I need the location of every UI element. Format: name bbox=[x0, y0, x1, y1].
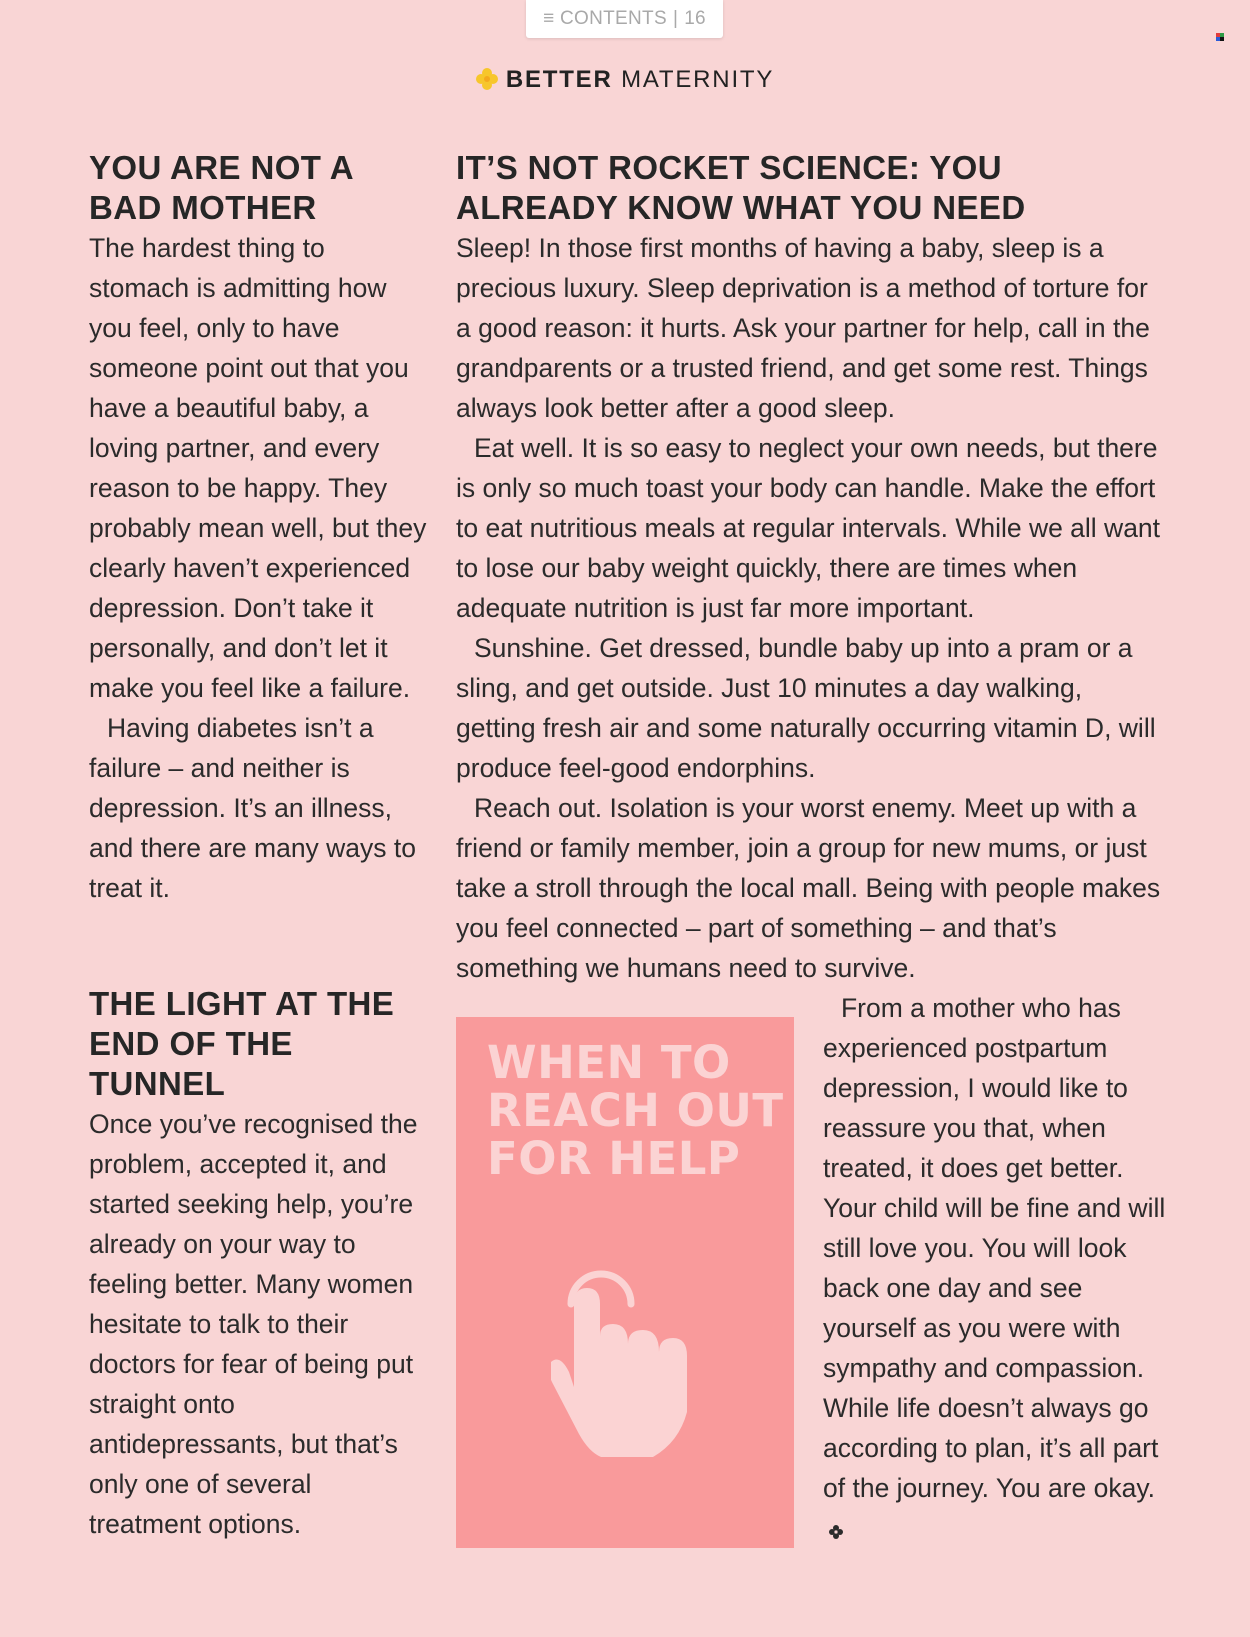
section-heading: IT’S NOT ROCKET SCIENCE: YOU ALREADY KNOW WHAT YOU NEED bbox=[456, 149, 1026, 226]
section-heading: THE LIGHT AT THE END OF THE TUNNEL bbox=[89, 985, 395, 1102]
closing-text bbox=[823, 988, 1173, 1548]
end-mark-icon bbox=[829, 1525, 843, 1539]
body-paragraph: The hardest thing to stomach is admitting how you feel, only to have someone point out that you have a beautiful baby, a loving partner, and every reason to be happy. They probably mean well, but they clearly haven’t experienced depression. Don’t take it personally, and don’t let it make you feel like a failure. bbox=[89, 233, 427, 703]
pointing-hand-icon bbox=[551, 1252, 701, 1457]
body-paragraph: Reach out. Isolation is your worst enemy. Meet up with a friend or family member, join a group for new mums, or just take a stroll through the local mall. Being with people makes you feel connected – part of something – and that’s something we humans need to survive. bbox=[456, 793, 1161, 983]
contents-label: ≡ CONTENTS bbox=[543, 8, 667, 29]
help-callout-box[interactable] bbox=[456, 1017, 794, 1548]
body-paragraph: Once you’ve recognised the problem, accepted it, and started seeking help, you’re already on your way to feeling better. Many women hesitate to talk to their doctors for fear of being put straight onto antidepressants, but that’s only one of several treatment options. bbox=[89, 1109, 418, 1539]
flower-icon bbox=[476, 68, 498, 90]
section-rocket-science bbox=[456, 148, 1166, 988]
color-mark-icon bbox=[1216, 33, 1224, 41]
page-number: 16 bbox=[684, 8, 706, 29]
section-name-bold: BETTER bbox=[505, 66, 613, 93]
section-heading: YOU ARE NOT A BAD MOTHER bbox=[89, 149, 353, 226]
section-masthead bbox=[0, 66, 1250, 94]
section-name-light: MATERNITY bbox=[621, 66, 775, 93]
body-paragraph: Sleep! In those first months of having a baby, sleep is a precious luxury. Sleep deprivation is a method of torture for a good reason: it hurts. Ask your partner for help, call in the grandparents or a trusted friend, and get some rest. Things always look better after a good sleep. bbox=[456, 233, 1150, 423]
body-paragraph bbox=[823, 988, 1173, 1548]
contents-button[interactable] bbox=[526, 0, 723, 38]
body-paragraph: Having diabetes isn’t a failure – and neither is depression. It’s an illness, and there are many ways to treat it. bbox=[89, 713, 417, 903]
section-light-at-end bbox=[89, 984, 429, 1544]
body-paragraph: Sunshine. Get dressed, bundle baby up into a pram or a sling, and get outside. Just 10 minutes a day walking, getting fresh air and some naturally occurring vitamin D, will produce feel-good endorphins. bbox=[456, 633, 1156, 783]
callout-title: WHEN TO REACH OUT FOR HELP bbox=[487, 1036, 784, 1185]
closing-paragraph-text: From a mother who has experienced postpartum depression, I would like to reassure you that, when treated, it does get better. Your child will be fine and will still love you. You will look back one day and see yourself as you were with sympathy and compassion. While life doesn’t always go according to plan, it’s all part of the journey. You are okay. bbox=[823, 993, 1166, 1503]
section-not-bad-mother bbox=[89, 148, 429, 908]
body-paragraph: Eat well. It is so easy to neglect your own needs, but there is only so much toast your body can handle. Make the effort to eat nutritious meals at regular intervals. While we all want to lose our baby weight quickly, there are times when adequate nutrition is just far more important. bbox=[456, 433, 1161, 623]
divider: | bbox=[672, 8, 679, 29]
